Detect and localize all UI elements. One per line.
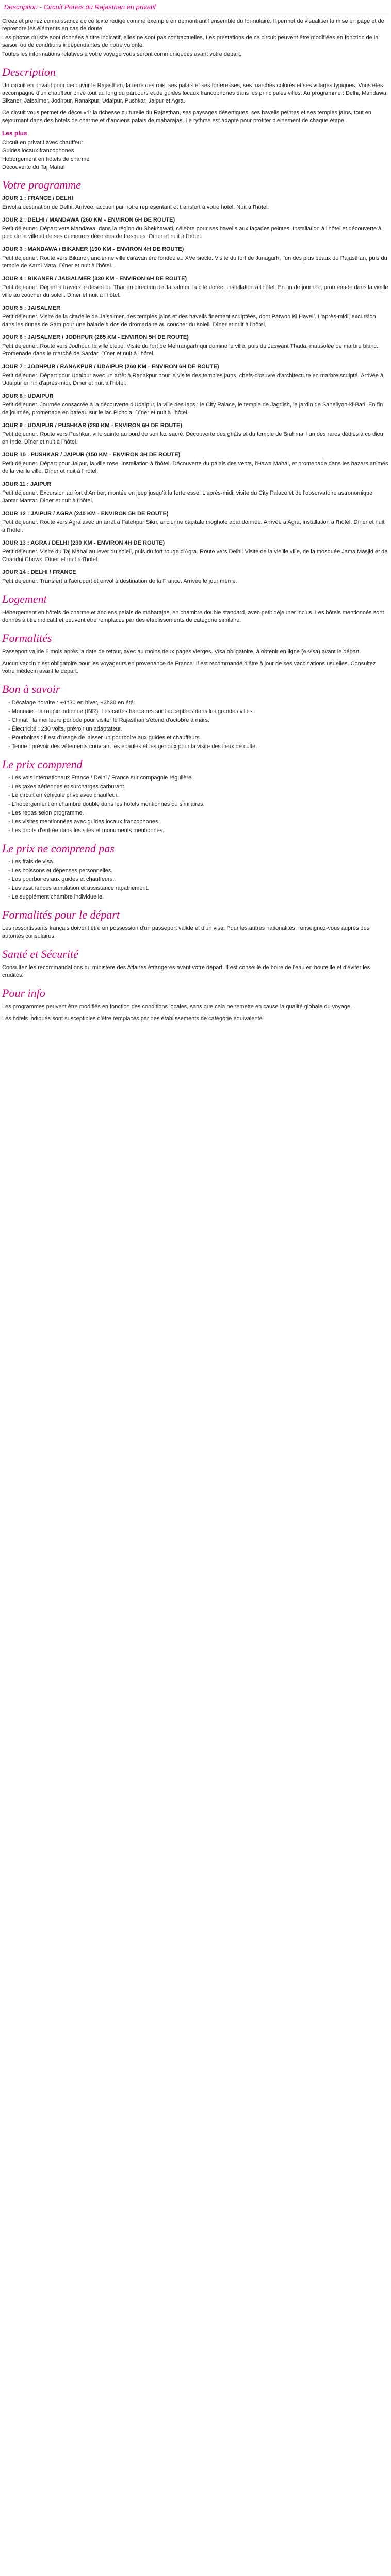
day-text: Petit déjeuner. Excursion au fort d'Amber, montée en jeep jusqu'à la forteresse. L'après-midi, visite du City Palace et de l'observatoire astronomique Jantar Mantar. Dîner et nuit à l'hôtel. bbox=[2, 489, 373, 504]
list-item: - Les vols internationaux France / Delhi / France sur compagnie régulière. bbox=[8, 774, 389, 782]
day-text: Petit déjeuner. Départ pour Jaipur, la ville rose. Installation à l'hôtel. Découverte du palais des vents, l'Hawa Mahal, et promenade dans les bazars animés de la vieille ville. Dîner et nuit à l'hôtel. bbox=[2, 460, 388, 474]
list-item: - Tenue : prévoir des vêtements couvrant les épaules et les genoux pour la visite des lieux de culte. bbox=[8, 743, 389, 751]
description-title: Description bbox=[2, 65, 56, 78]
day-title: JOUR 9 : UDAIPUR / PUSHKAR (280 KM - ENVIRON 6H DE ROUTE) bbox=[2, 422, 182, 429]
safety-text: Consultez les recommandations du ministère des Affaires étrangères avant votre départ. Il est conseillé de boire de l'eau en bouteille et d'éviter les crudités. bbox=[2, 964, 370, 978]
itinerary-day bbox=[2, 481, 389, 505]
not-included-title: Le prix ne comprend pas bbox=[2, 841, 115, 855]
day-text: Petit déjeuner. Route vers Bikaner, ancienne ville caravanière fondée au XVe siècle. Visite du fort de Junagarh, l'un des plus beaux du Rajasthan, puis du temple de Karni Mata. Dîner et nuit à l'hôtel. bbox=[2, 255, 387, 269]
list-item: - Le supplément chambre individuelle. bbox=[8, 893, 389, 901]
itinerary-day bbox=[2, 510, 389, 534]
notice-paragraph: Toutes les informations relatives à votre voyage vous seront communiquées avant votre départ. bbox=[2, 51, 242, 57]
day-title: JOUR 5 : JAISALMER bbox=[2, 304, 61, 311]
itinerary-day bbox=[2, 569, 389, 585]
day-text: Petit déjeuner. Départ vers Mandawa, dans la région du Shekhawati, célèbre pour ses havelis aux façades peintes. Installation à l'hôtel et découverte à pied de la ville et de ses demeures décorées de fresques. Dîner et nuit à l'hôtel. bbox=[2, 225, 382, 240]
list-item: - Les assurances annulation et assistance rapatriement. bbox=[8, 885, 389, 892]
day-title: JOUR 6 : JAISALMER / JODHPUR (285 KM - ENVIRON 5H DE ROUTE) bbox=[2, 334, 189, 341]
itinerary-day bbox=[2, 422, 389, 446]
list-item: - Pourboires : il est d'usage de laisser un pourboire aux guides et chauffeurs. bbox=[8, 734, 389, 742]
itinerary-day bbox=[2, 275, 389, 299]
notice-block bbox=[2, 18, 389, 58]
day-title: JOUR 11 : JAIPUR bbox=[2, 481, 52, 487]
itinerary-day bbox=[2, 246, 389, 270]
formalities-paragraph: Aucun vaccin n'est obligatoire pour les voyageurs en provenance de France. Il est recommandé d'être à jour de ses vaccinations usuelles. Consultez votre médecin avant le départ. bbox=[2, 660, 376, 674]
itinerary-day bbox=[2, 334, 389, 358]
notice-paragraph: Les photos du site sont données à titre indicatif, elles ne sont pas contractuelles. Les prestations de ce circuit peuvent être modifiées en fonction de la saison ou de conditions indépendantes de notre volonté. bbox=[2, 35, 379, 48]
formalities-paragraph: Passeport valide 6 mois après la date de retour, avec au moins deux pages vierges. Visa obligatoire, à obtenir en ligne (e-visa) avant le départ. bbox=[2, 648, 361, 655]
good-to-know-title: Bon à savoir bbox=[2, 682, 60, 696]
inclusions-label: Les plus bbox=[2, 129, 27, 137]
safety-title: Santé et Sécurité bbox=[2, 947, 78, 960]
departure-title: Formalités pour le départ bbox=[2, 908, 120, 921]
day-title: JOUR 4 : BIKANER / JAISALMER (330 KM - ENVIRON 6H DE ROUTE) bbox=[2, 275, 187, 282]
itinerary-day bbox=[2, 393, 389, 417]
itinerary-day bbox=[2, 451, 389, 476]
day-title: JOUR 2 : DELHI / MANDAWA (260 KM - ENVIRON 6H DE ROUTE) bbox=[2, 216, 175, 223]
inclusion-line: Hébergement en hôtels de charme bbox=[2, 156, 90, 162]
day-title: JOUR 14 : DELHI / FRANCE bbox=[2, 569, 76, 575]
itinerary-day bbox=[2, 195, 389, 211]
day-text: Petit déjeuner. Route vers Jodhpur, la ville bleue. Visite du fort de Mehrangarh qui domine la ville, puis du Jaswant Thada, mausolée de marbre blanc. Promenade dans le marché de Sardar. Dîner et nuit à l'hôtel. bbox=[2, 343, 379, 357]
day-text: Petit déjeuner. Visite du Taj Mahal au lever du soleil, puis du fort rouge d'Agra. Route vers Delhi. Visite de la vieille ville, de la mosquée Jama Masjid et de Chandni Chowk. Dîner et nuit à l'hôtel. bbox=[2, 548, 388, 563]
day-title: JOUR 13 : AGRA / DELHI (230 KM - ENVIRON 4H DE ROUTE) bbox=[2, 539, 165, 546]
day-title: JOUR 3 : MANDAWA / BIKANER (190 KM - ENVIRON 4H DE ROUTE) bbox=[2, 246, 184, 252]
day-title: JOUR 8 : UDAIPUR bbox=[2, 393, 54, 399]
inclusion-line: Guides locaux francophones bbox=[2, 147, 74, 154]
formalities-title: Formalités bbox=[2, 631, 52, 645]
included-list bbox=[2, 774, 389, 835]
inclusion-line: Circuit en privatif avec chauffeur bbox=[2, 139, 83, 146]
day-text: Petit déjeuner. Départ pour Udaipur avec un arrêt à Ranakpur pour la visite des temples jaïns, chefs-d'œuvre d'architecture en marbre sculpté. Arrivée à Udaipur en fin d'après-midi. Dîner et nuit à l'hôtel. bbox=[2, 372, 384, 386]
day-text: Petit déjeuner. Départ à travers le désert du Thar en direction de Jaisalmer, la cité dorée. Installation à l'hôtel. En fin de journée, promenade dans la vieille ville au coucher du soleil. Dîner et nuit à l'hôtel. bbox=[2, 284, 388, 298]
extra-paragraph: Les programmes peuvent être modifiés en fonction des conditions locales, sans que cela ne remette en cause la qualité globale du voyage. bbox=[2, 1003, 352, 1010]
list-item: - Climat : la meilleure période pour visiter le Rajasthan s'étend d'octobre à mars. bbox=[8, 717, 389, 724]
extra-paragraph: Les hôtels indiqués sont susceptibles d'être remplacés par des établissements de catégorie équivalente. bbox=[2, 1015, 264, 1022]
itinerary-day bbox=[2, 216, 389, 241]
itinerary-day bbox=[2, 363, 389, 387]
list-item: - Les taxes aériennes et surcharges carburant. bbox=[8, 783, 389, 791]
list-item: - Le circuit en véhicule privé avec chauffeur. bbox=[8, 792, 389, 800]
list-item: - Les droits d'entrée dans les sites et monuments mentionnés. bbox=[8, 827, 389, 835]
day-text: Petit déjeuner. Route vers Pushkar, ville sainte au bord de son lac sacré. Découverte des ghâts et du temple de Brahma, l'un des rares dédiés à ce dieu en Inde. Dîner et nuit à l'hôtel. bbox=[2, 431, 383, 445]
hotels-title: Logement bbox=[2, 592, 47, 605]
day-text: Petit déjeuner. Journée consacrée à la découverte d'Udaipur, la ville des lacs : le City Palace, le temple de Jagdish, le jardin de Saheliyon-ki-Bari. En fin de journée, promenade en bateau sur le lac Pichola. Dîner et nuit à l'hôtel. bbox=[2, 401, 383, 416]
day-title: JOUR 7 : JODHPUR / RANAKPUR / UDAIPUR (260 KM - ENVIRON 6H DE ROUTE) bbox=[2, 363, 219, 370]
departure-text: Les ressortissants français doivent être en possession d'un passeport valide et d'un visa. Pour les autres nationalités, renseignez-vous auprès des autorités consulaires. bbox=[2, 925, 370, 939]
page bbox=[0, 0, 391, 1047]
description-paragraph: Un circuit en privatif pour découvrir le Rajasthan, la terre des rois, ses palais et ses forteresses, ses marchés colorés et ses villages typiques. Vous êtes accompagné d'un chauffeur privé tout au long du parcours et de guides locaux francophones dans les principales villes. Au programme : Delhi, Mandawa, Bikaner, Jaisalmer, Jodhpur, Ranakpur, Udaipur, Pushkar, Jaipur et Agra. bbox=[2, 82, 388, 104]
day-title: JOUR 1 : FRANCE / DELHI bbox=[2, 195, 73, 201]
list-item: - Les boissons et dépenses personnelles. bbox=[8, 867, 389, 875]
hotels-text: Hébergement en hôtels de charme et anciens palais de maharajas, en chambre double standard, avec petit déjeuner inclus. Les hôtels mentionnés sont donnés à titre indicatif et peuvent être remplacés par des établissements de catégorie similaire. bbox=[2, 609, 384, 623]
list-item: - Les visites mentionnées avec guides locaux francophones. bbox=[8, 818, 389, 826]
itinerary-title: Votre programme bbox=[2, 178, 81, 191]
list-item: - Décalage horaire : +4h30 en hiver, +3h30 en été. bbox=[8, 699, 389, 707]
inclusion-line: Découverte du Taj Mahal bbox=[2, 164, 65, 171]
not-included-list bbox=[2, 858, 389, 901]
list-item: - Les repas selon programme. bbox=[8, 809, 389, 817]
itinerary-day bbox=[2, 304, 389, 329]
page-banner: Description - Circuit Perles du Rajasthan en privatif bbox=[2, 0, 389, 14]
notice-paragraph: Créez et prenez connaissance de ce texte rédigé comme exemple en démontrant l'ensemble du formulaire. Il permet de visualiser la mise en page et de reprendre les éléments en cas de doute. bbox=[2, 18, 384, 32]
list-item: - Électricité : 230 volts, prévoir un adaptateur. bbox=[8, 725, 389, 733]
day-title: JOUR 12 : JAIPUR / AGRA (240 KM - ENVIRON 5H DE ROUTE) bbox=[2, 510, 169, 517]
itinerary-day bbox=[2, 539, 389, 564]
extra-title: Pour info bbox=[2, 986, 45, 999]
list-item: - Les frais de visa. bbox=[8, 858, 389, 866]
included-title: Le prix comprend bbox=[2, 757, 83, 771]
day-text: Envol à destination de Delhi. Arrivée, accueil par notre représentant et transfert à votre hôtel. Nuit à l'hôtel. bbox=[2, 204, 269, 210]
day-title: JOUR 10 : PUSHKAR / JAIPUR (150 KM - ENVIRON 3H DE ROUTE) bbox=[2, 451, 181, 458]
day-text: Petit déjeuner. Visite de la citadelle de Jaisalmer, des temples jaïns et des havelis finement sculptées, dont Patwon Ki Haveli. L'après-midi, excursion dans les dunes de Sam pour une balade à dos de dromadaire au coucher du soleil. Dîner et nuit à l'hôtel. bbox=[2, 313, 376, 328]
list-item: - Monnaie : la roupie indienne (INR). Les cartes bancaires sont acceptées dans les grandes villes. bbox=[8, 708, 389, 716]
description-paragraph: Ce circuit vous permet de découvrir la richesse culturelle du Rajasthan, ses paysages désertiques, ses havelis peintes et ses temples jaïns, tout en séjournant dans des hôtels de charme et d'anciens palais de maharajas. Le rythme est adapté pour profiter pleinement de chaque étape. bbox=[2, 109, 371, 124]
list-item: - Les pourboires aux guides et chauffeurs. bbox=[8, 876, 389, 884]
day-text: Petit déjeuner. Route vers Agra avec un arrêt à Fatehpur Sikri, ancienne capitale moghole abandonnée. Arrivée à Agra, installation à l'hôtel. Dîner et nuit à l'hôtel. bbox=[2, 519, 385, 533]
day-text: Petit déjeuner. Transfert à l'aéroport et envol à destination de la France. Arrivée le jour même. bbox=[2, 578, 237, 584]
good-to-know-list bbox=[2, 699, 389, 751]
list-item: - L'hébergement en chambre double dans les hôtels mentionnés ou similaires. bbox=[8, 801, 389, 808]
